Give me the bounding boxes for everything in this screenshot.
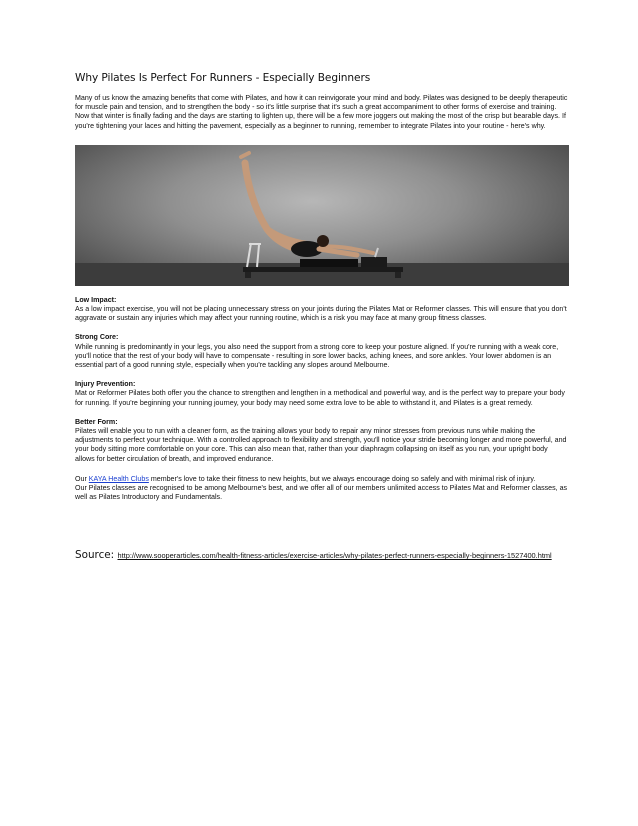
intro-paragraph-1: Many of us know the amazing benefits that come with Pilates, and how it can reinvigorate your mind and body. Pilates was designed to be deeply therapeutic for muscle pain and tension, and to strengthen the body - so it's little surprise that it's such a great accompaniment to other forms of exercise and training. [75,94,568,112]
closing-paragraph-2: Our Pilates classes are recognised to be among Melbourne's best, and we offer all of our members unlimited access to Pilates Mat and Reformer classes, as well as Pilates Introductory and Fundamentals. [75,484,568,502]
section-body: While running is predominantly in your legs, you also need the support from a strong core to keep your posture aligned. If you're running with a weak core, you'll notice that the rest of your body will have to compensate - resulting in sore lower backs, aching knees, and sore ankles. Your lower abdomen is an essential part of a good running style, especially when you're tackling any slopes around Melbourne. [75,342,559,370]
section-better-form [75,418,569,464]
section-injury-prevention [75,380,569,408]
section-body: Mat or Reformer Pilates both offer you the chance to strengthen and lengthen in a methodical and powerful way, and is the perfect way to prepare your body for running. If you're beginning your running journey, your body may need some extra love to be able to withstand it, and Pilates is a great remedy. [75,389,565,407]
athlete-figure [241,153,373,257]
intro-paragraph-2: Now that winter is finally fading and the days are starting to lighten up, there will be a few more joggers out making the most of the crisp but bearable days. If you're tightening your laces and hitting the pavement, especially as a beginner to running, remember to integrate Pilates into your routine - here's why. [75,112,566,130]
section-body: Pilates will enable you to run with a cleaner form, as the training allows your body to repair any minor stresses from previous runs while making the adjustments to perfect your technique. With a controlled approach to flexibility and strength, you'll notice your stride becoming longer and more powerful, and your body sitting more comfortable on your core. This can also mean that, rather than your diaphragm collapsing on itself as you run, your upright body allows for better circulation of breath, and improved endurance. [75,427,567,463]
pilates-illustration [75,145,569,286]
section-heading: Injury Prevention: [75,380,136,389]
section-strong-core [75,333,569,370]
section-heading: Better Form: [75,417,118,426]
closing-prefix: Our [75,474,89,483]
source-label: Source: [75,549,118,562]
section-heading: Strong Core: [75,333,119,342]
source-line [75,546,569,563]
pilates-reformer-photo [75,145,569,286]
section-body: As a low impact exercise, you will not be placing unnecessary stress on your joints during the Pilates Mat or Reformer classes. This will ensure that you don't aggravate or sustain any injuries which may affect your running routine, which is a risk you may face at many group fitness classes. [75,305,567,323]
section-heading: Low Impact: [75,295,117,304]
closing-block [75,475,569,503]
article-content [75,72,569,563]
article-title: Why Pilates Is Perfect For Runners - Especially Beginners [75,72,371,84]
kaya-health-clubs-link[interactable]: KAYA Health Clubs [88,474,149,483]
closing-paragraph-1 [75,475,569,484]
source-url-link[interactable]: http://www.sooperarticles.com/health-fitness-articles/exercise-articles/why-pilates-perfect-runners-especially-beginners-1527400.html [117,551,552,561]
section-low-impact [75,296,569,324]
closing-rest: member's love to take their fitness to new heights, but we always encourage doing so safely and with minimal risk of injury. [148,474,536,483]
